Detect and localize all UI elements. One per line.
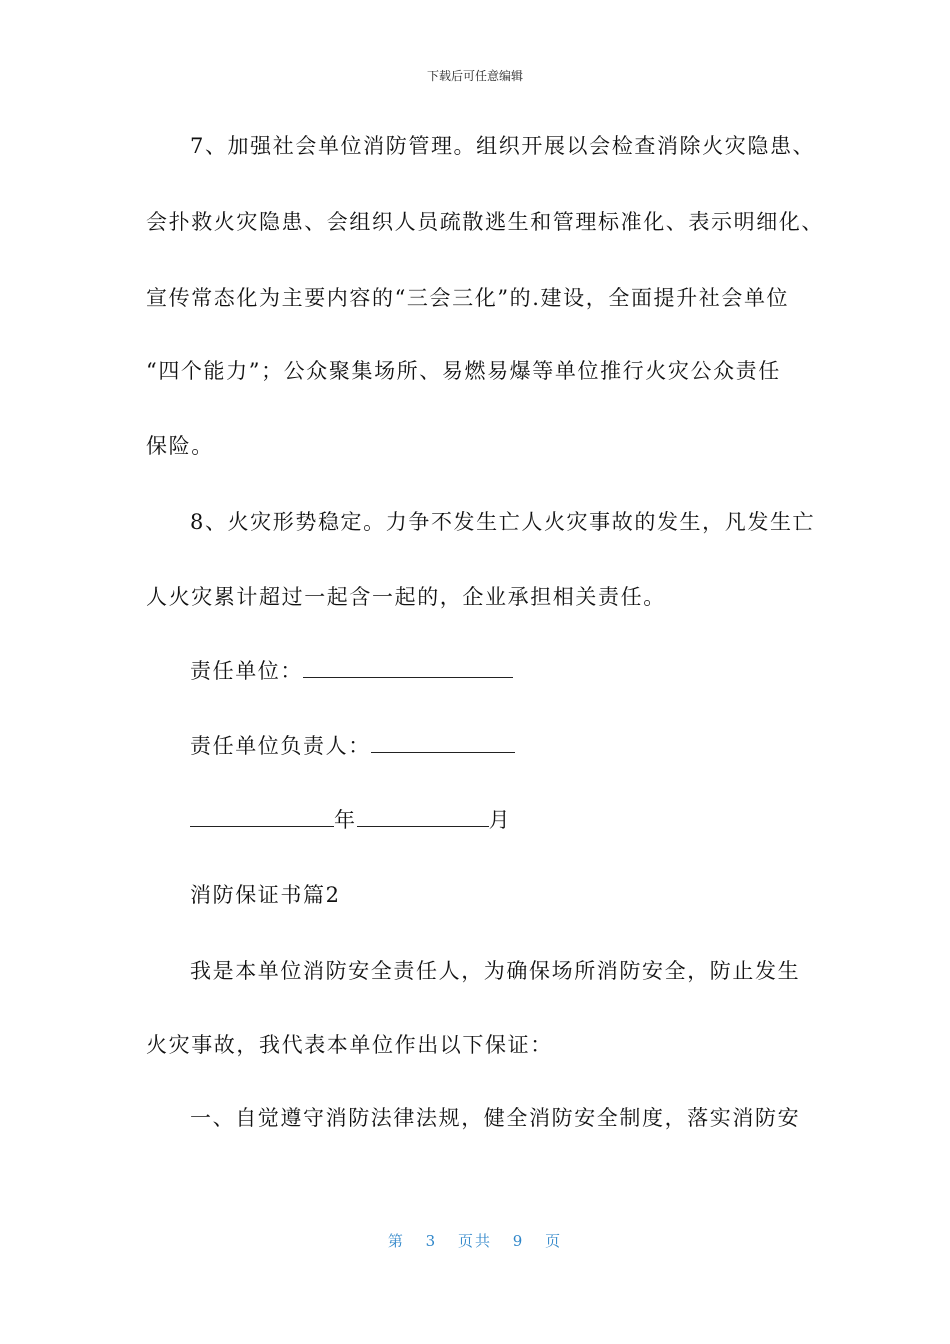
- responsible-unit-blank: [303, 659, 513, 678]
- paragraph-line: 我是本单位消防安全责任人，为确保场所消防安全，防止发生: [190, 959, 801, 983]
- date-row: [190, 807, 511, 833]
- responsible-person-row: [190, 733, 515, 759]
- paragraph-line: 会扑救火灾隐患、会组织人员疏散逃生和管理标准化、表示明细化、: [146, 210, 824, 234]
- month-label: 月: [488, 808, 512, 832]
- paragraph-line: 一、自觉遵守消防法律法规，健全消防安全制度，落实消防安: [190, 1106, 801, 1130]
- paragraph-line: 7、加强社会单位消防管理。组织开展以会检查消除火灾隐患、: [190, 134, 816, 158]
- responsible-person-label: 责任单位负责人：: [190, 734, 371, 758]
- responsible-unit-row: [190, 658, 513, 684]
- page-prefix: 第: [387, 1232, 405, 1250]
- page-header-note: 下载后可任意编辑: [426, 69, 523, 83]
- page-suffix: 页: [545, 1232, 563, 1250]
- page-total: 9: [512, 1232, 525, 1250]
- year-label: 年: [334, 808, 357, 832]
- month-blank: [357, 808, 489, 827]
- paragraph-line: 保险。: [146, 434, 214, 458]
- paragraph-line: “四个能力”；公众聚集场所、易燃易爆等单位推行火灾公众责任: [146, 359, 781, 383]
- paragraph-line: 8、火灾形势稳定。力争不发生亡人火灾事故的发生，凡发生亡: [190, 510, 816, 534]
- paragraph-line: 火灾事故，我代表本单位作出以下保证：: [146, 1033, 553, 1057]
- year-blank: [190, 808, 334, 827]
- responsible-unit-label: 责任单位：: [190, 659, 303, 683]
- page-current: 3: [425, 1232, 438, 1250]
- page-footer: [0, 1230, 950, 1251]
- paragraph-line: 人火灾累计超过一起含一起的，企业承担相关责任。: [146, 585, 666, 609]
- section-title: 消防保证书篇2: [190, 883, 341, 907]
- page-mid: 页共: [457, 1232, 492, 1250]
- paragraph-line: 宣传常态化为主要内容的“三会三化”的.建设，全面提升社会单位: [146, 286, 790, 310]
- responsible-person-blank: [371, 734, 515, 753]
